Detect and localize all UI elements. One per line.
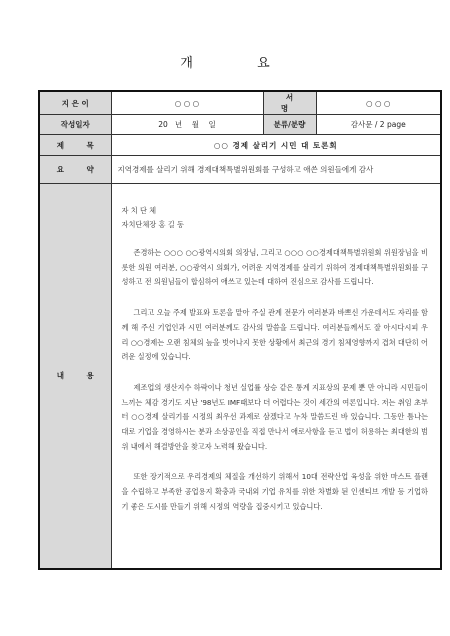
content-paragraph-4: 또한 장기적으로 우리경제의 체질을 개선하기 위해서 10대 전략산업 육성을 위한 마스트 플랜을 수립하고 부족한 공업용지 확충과 국내외 기업 유치를 위한 차별화 된 인센티브 개발 등 기업하기 좋은 도시를 만들기 위해 시정의 역량을 집중시키고 있습니다. (121, 472, 428, 511)
content-paragraph-3: 제조업의 생산지수 하락이나 청년 실업률 상승 같은 통계 지표상의 문제 뿐 만 아니라 시민들이 느끼는 체감 경기도 지난 '98년도 IMF때보다 더 어렵다는 것이 세간의 여론입니다. 저는 취임 초부터 ○○경제 살리기를 시정의 최우선 과제로 삼겠다고 누차 말씀드린 바 있습니다. 그동안 틈나는 대로 기업을 경영하시는 분과 소상공인을 직접 만나서 애로사항을 듣고 법이 허용하는 최대한의 범위 내에서 해결방안을 찾고자 노력해 왔습니다. (121, 382, 428, 451)
category-label: 분류/분량 (263, 115, 316, 135)
greeting-line-2: 자치단체장 홍 길 동 (121, 220, 184, 229)
summary-label: 요 약 (39, 156, 111, 184)
title-label: 제 목 (39, 135, 111, 156)
content-paragraph-2: 그리고 오늘 주제 발표와 토론을 맡아 주실 관계 전문가 여러분과 바쁘신 가운데서도 자리를 함께 해 주신 기업인과 시민 여러분께도 감사의 말씀을 드립니다. 여러분들께서도 잘 아시다시피 우리 ○○경제는 오랜 침체의 늪을 벗어나지 못한 상황에서 최근의 경기 침체영향까지 겹쳐 대단히 어려운 실정에 있습니다. (121, 308, 428, 362)
summary-value: 지역경제를 살리기 위해 경제대책특별위원회를 구성하고 애쓴 의원들에게 감사 (111, 156, 441, 184)
signature-label: 서 명 (263, 91, 316, 115)
overview-form-table (38, 90, 442, 570)
date-value: 20 년 월 일 (111, 115, 263, 135)
greeting-line-1: 자 치 단 체 (121, 206, 157, 215)
author-row (39, 91, 441, 115)
category-value: 감사문 / 2 page (316, 115, 441, 135)
date-label: 작성일자 (39, 115, 111, 135)
content-body (111, 184, 441, 569)
author-label: 지 은 이 (39, 91, 111, 115)
content-row (39, 184, 441, 569)
page-title: 개 요 (180, 56, 300, 71)
document-title-value: ○○ 경제 살리기 시민 대 토론회 (111, 135, 441, 156)
content-label: 내 용 (39, 184, 111, 569)
summary-row (39, 156, 441, 184)
title-row (39, 135, 441, 156)
content-paragraph-1: 존경하는 ○○○ ○○광역시의회 의장님, 그리고 ○○○ ○○경제대책특별위원회 위원장님을 비롯한 의원 여러분, ○○광역시 의회가, 어려운 지역경제를 살리기 위하여 경제대책특별위원회를 구성하고 전 의원님들이 합심하여 애쓰고 있는데 대하여 진심으로 감사를 드립니다. (121, 248, 428, 287)
date-row (39, 115, 441, 135)
signature-value: ○ ○ ○ (316, 91, 441, 115)
author-value: ○ ○ ○ (111, 91, 263, 115)
